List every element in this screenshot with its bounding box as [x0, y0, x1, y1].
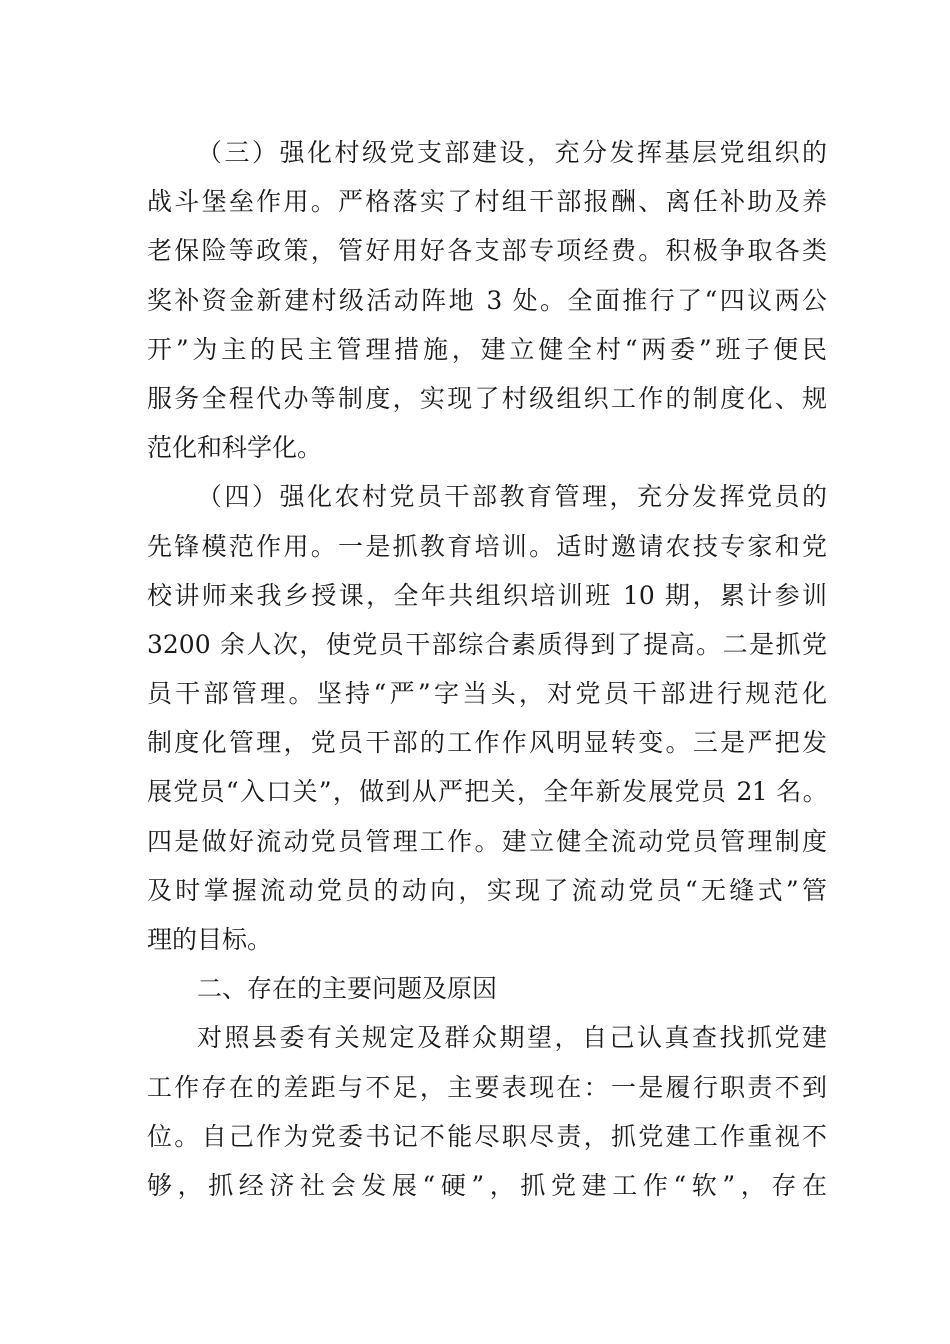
- document-body: [147, 128, 827, 1210]
- paragraph-4-line-5: 员干部管理。坚持“严”字当头，对党员干部进行规范化: [147, 679, 827, 709]
- paragraph-3-line-3: 老保险等政策，管好用好各支部专项经费。积极争取各类: [147, 236, 827, 266]
- paragraph-3-line-7: 范化和科学化。: [147, 433, 323, 463]
- paragraph-4-line-1: （四）强化农村党员干部教育管理，充分发挥党员的: [197, 482, 827, 512]
- paragraph-3-line-4: 奖补资金新建村级活动阵地 3 处。全面推行了“四议两公: [147, 285, 827, 315]
- paragraph-4-line-7: 展党员“入口关”，做到从严把关，全年新发展党员 21 名。: [147, 777, 827, 807]
- section-heading: 二、存在的主要问题及原因: [197, 974, 498, 1004]
- paragraph-5-line-3: 位。自己作为党委书记不能尽职尽责，抓党建工作重视不: [147, 1121, 827, 1151]
- paragraph-4-line-10: 理的目标。: [147, 925, 273, 954]
- paragraph-4-line-2: 先锋模范作用。一是抓教育培训。适时邀请农技专家和党: [147, 531, 827, 561]
- paragraph-5-line-4: 够，抓经济社会发展“硬”，抓党建工作“软”，存在: [147, 1170, 827, 1200]
- paragraph-3-line-6: 服务全程代办等制度，实现了村级组织工作的制度化、规: [147, 383, 827, 413]
- paragraph-3-line-2: 战斗堡垒作用。严格落实了村组干部报酬、离任补助及养: [147, 187, 827, 217]
- paragraph-5-line-2: 工作存在的差距与不足，主要表现在：一是履行职责不到: [147, 1072, 827, 1102]
- paragraph-4-line-3: 校讲师来我乡授课，全年共组织培训班 10 期，累计参训: [147, 580, 827, 610]
- paragraph-4-line-4: 3200 余人次，使党员干部综合素质得到了提高。二是抓党: [147, 629, 827, 659]
- paragraph-4-line-9: 及时掌握流动党员的动向，实现了流动党员“无缝式”管: [147, 875, 827, 905]
- paragraph-5-line-1: 对照县委有关规定及群众期望，自己认真查找抓党建: [197, 1023, 827, 1053]
- paragraph-4-line-6: 制度化管理，党员干部的工作作风明显转变。三是严把发: [147, 728, 827, 758]
- paragraph-4-line-8: 四是做好流动党员管理工作。建立健全流动党员管理制度: [147, 826, 827, 856]
- paragraph-3-line-1: （三）强化村级党支部建设，充分发挥基层党组织的: [197, 138, 827, 167]
- paragraph-3-line-5: 开”为主的民主管理措施，建立健全村“两委”班子便民: [147, 334, 827, 364]
